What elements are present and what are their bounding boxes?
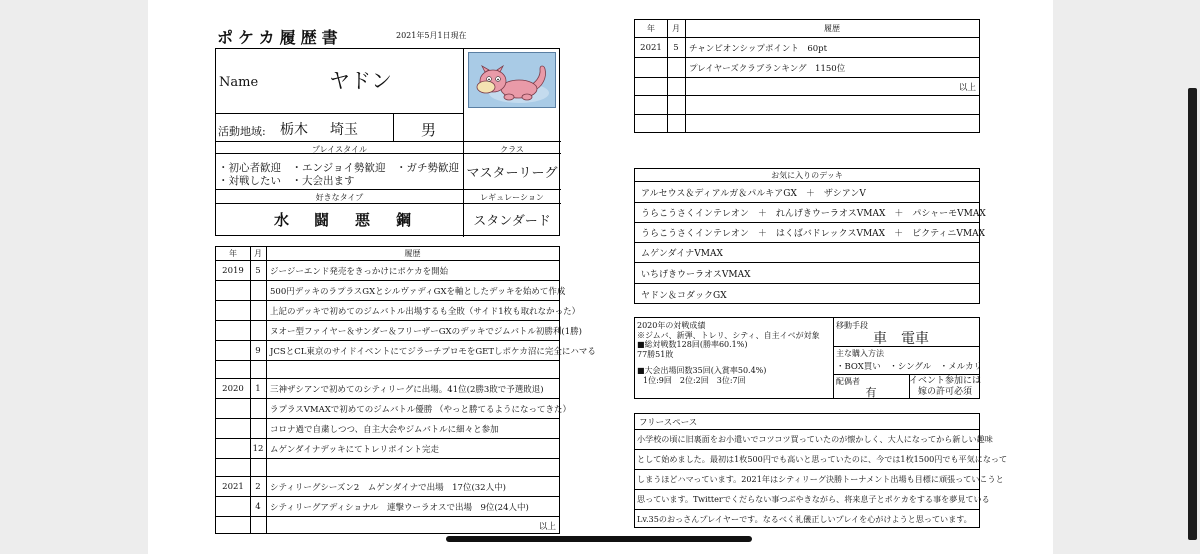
table-row: 以上 — [635, 78, 979, 96]
area-city: 埼玉 — [330, 122, 358, 138]
record-tournaments: ■大会出場回数35回(入賞率50.4%) — [637, 366, 767, 375]
trainer-name: ヤドン — [329, 69, 392, 93]
regulation-value: スタンダード — [473, 214, 551, 229]
history-table-right — [634, 19, 980, 133]
table-row — [635, 96, 979, 115]
type-dark: 悪 — [355, 211, 371, 229]
table-row: 500円デッキのラプラスGXとシルヴァディGXを軸としたデッキを始めて作成 — [216, 281, 559, 301]
year-header: 年 — [647, 24, 655, 33]
table-row: 9 JCSとCL東京のサイドイベントにてジラーチプロモをGETしポケカ沼に完全にハマる — [216, 341, 559, 361]
free-space-header-row — [635, 414, 979, 430]
stats-block — [634, 317, 983, 399]
decks-header-row — [635, 169, 979, 182]
decks-label: お気に入りのデッキ — [771, 170, 843, 180]
list-item: うらこうさくインテレオン ＋ れんげきウーラオスVMAX ＋ パシャーモVMAX — [635, 203, 979, 223]
area-prefecture: 栃木 — [280, 122, 308, 138]
purchase-label: 主な購入方法 — [836, 349, 884, 358]
free-space-label: フリースペース — [639, 417, 698, 428]
record-placements: 1位:9回 2位:2回 3位:7回 — [643, 375, 746, 385]
home-indicator[interactable] — [446, 536, 752, 542]
month-header: 月 — [254, 249, 262, 258]
year-header: 年 — [229, 249, 237, 258]
document-date: 2021年5月1日現在 — [396, 31, 467, 40]
table-row: 12 ムゲンダイナデッキにてトレリポイント完走 — [216, 439, 559, 459]
favorite-decks — [634, 168, 986, 304]
table-row — [216, 459, 559, 477]
class-label: クラス — [500, 145, 524, 154]
table-row — [635, 115, 979, 133]
free-space — [634, 413, 1008, 528]
text-line: 思っています。Twitterでくだらない事つぶやきながら、将来息子とポケカをする事を夢見ている — [635, 490, 979, 510]
gender-value: 男 — [421, 121, 437, 139]
table-row: 2021 5 チャンピオンシップポイント 60pt — [635, 38, 979, 58]
table-row: 上記のデッキで初めてのジムバトル出場するも全敗（サイド1枚も取れなかった） — [216, 301, 559, 321]
record-title: 2020年の対戦成績 — [637, 321, 706, 330]
spouse-value: 有 — [865, 386, 877, 399]
table-row: 2020 1 三神ザシアンで初めてのシティリーグに出場。41位(2勝3敗で予選敗退) — [216, 379, 559, 399]
transport-value: 車 電車 — [873, 331, 929, 347]
battle-record — [637, 321, 820, 385]
text-line: 小学校の頃に旧裏面をお小遣いでコツコツ買っていたのが懐かしく、大人になってから新しい趣味 — [635, 430, 979, 450]
list-item: ムゲンダイナVMAX — [635, 243, 979, 263]
history-header: 履歴 — [824, 24, 840, 33]
area-label: 活動地域: — [218, 125, 266, 138]
text-line: しまうほどハマっています。2021年はシティリーグ決勝トーナメント出場も目標に頑張っていこうと — [635, 470, 979, 490]
table-row: 2019 5 ジージーエンド発売をきっかけにポケカを開始 — [216, 261, 559, 281]
history-header-row — [216, 247, 559, 261]
history-table-left — [215, 246, 596, 534]
playstyle-label: プレイスタイル — [311, 145, 368, 154]
slowpoke-icon — [469, 53, 556, 108]
table-row: ラプラスVMAXで初めてのジムバトル優勝 （やっと勝てるようになってきた） — [216, 399, 559, 419]
list-item: アルセウス＆ディアルガ＆パルキアGX ＋ ザシアンV — [635, 182, 979, 203]
type-fighting: 闘 — [314, 211, 330, 229]
list-item: ヤドン＆コダックGX — [641, 290, 727, 301]
vertical-scrollbar[interactable] — [1188, 88, 1197, 540]
playstyle-line1: ・初心者歓迎 ・エンジョイ勢歓迎 ・ガチ勢歓迎 — [218, 162, 460, 174]
class-value: マスターリーグ — [466, 166, 558, 181]
history-header-row — [635, 20, 979, 38]
table-row: ヌオー型ファイヤー＆サンダー＆フリーザーGXのデッキでジムバトル初勝利(1勝) — [216, 321, 559, 341]
list-item: うらこうさくインテレオン ＋ はくばバドレックスVMAX ＋ ビクティニVMAX — [635, 223, 979, 243]
table-row — [216, 361, 559, 379]
name-label: Name — [219, 75, 259, 90]
table-row: 2021 2 シティリーグシーズン2 ムゲンダイナで出場 17位(32人中) — [216, 477, 559, 497]
document-title: ポケカ履歴書 — [217, 28, 343, 47]
record-note: ※ジムバ、新弾、トレリ、シティ、自主イベが対象 — [637, 330, 820, 340]
table-row: 以上 — [538, 521, 556, 532]
playstyle-line2: ・対戦したい ・大会出ます — [218, 175, 355, 187]
type-water: 水 — [274, 211, 290, 229]
table-row: プレイヤーズクラブランキング 1150位 — [635, 58, 979, 78]
purchase-value: ・BOX買い ・シングル ・メルカリ — [836, 362, 983, 372]
list-item: いちげきウーラオスVMAX — [635, 263, 979, 284]
table-row: コロナ過で自粛しつつ、自主大会やジムバトルに細々と参加 — [216, 419, 559, 439]
text-line: Lv.35のおっさんプレイヤーです。なるべく礼儀正しいプレイを心がけようと思っています。 — [637, 513, 972, 524]
slowpoke-illustration — [468, 52, 556, 108]
permission-line1: イベント参加には — [909, 376, 982, 386]
history-header: 履歴 — [404, 249, 421, 258]
transport-label: 移動手段 — [836, 321, 868, 330]
permission-line2: 嫁の許可必須 — [917, 387, 972, 397]
record-total: ■総対戦数128回(勝率60.1%) — [637, 340, 748, 349]
table-row: 4 シティリーグアディショナル 連撃ウーラオスで出場 9位(24人中) — [216, 497, 559, 517]
record-wins-losses: 77勝51敗 — [637, 349, 674, 359]
type-steel: 鋼 — [396, 211, 412, 229]
favorite-types-label: 好きなタイプ — [315, 193, 364, 202]
spouse-label: 配偶者 — [836, 377, 860, 386]
event-permission-note — [909, 376, 981, 398]
month-header: 月 — [672, 24, 680, 33]
text-line: として始めました。最初は1枚500円でも高いと思っていたのに、今では1枚1500円でも平気になって — [635, 450, 979, 470]
regulation-label: レギュレーション — [480, 193, 544, 202]
